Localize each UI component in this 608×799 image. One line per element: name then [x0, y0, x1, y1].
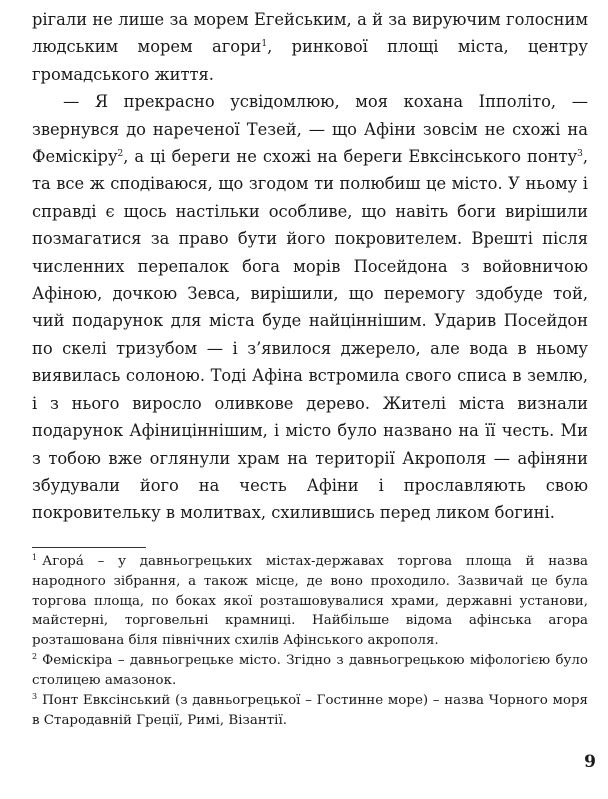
footnote-ref-2[interactable]: 2 — [117, 149, 124, 160]
footnote-1 — [32, 552, 588, 652]
page-number: 9 — [584, 752, 596, 772]
footnote-3-text: Понт Евксінський (з давньогрецької – Гостинне море) – назва Чорного моря в Стародавній Греції, Римі, Візантії. — [32, 693, 588, 728]
paragraph-1-text-a: рігали не лише за морем Егейським, а й за вируючим голосним людським морем агори — [32, 10, 588, 57]
main-text — [32, 6, 588, 527]
paragraph-2 — [32, 88, 588, 527]
footnote-marker-3: 3 — [32, 692, 38, 702]
paragraph-2-text-a: — Я прекрасно усвідомлюю, моя кохана Іпполіто, — звернувся до нареченої Тезей, — що Афіни зовсім не схожі на Феміскіру — [32, 92, 588, 167]
book-page — [32, 6, 588, 731]
footnote-marker-1: 1 — [32, 552, 38, 562]
footnote-marker-2: 2 — [32, 652, 38, 662]
footnote-ref-3[interactable]: 3 — [577, 149, 583, 160]
paragraph-2-text-c: , та все ж сподіваюся, що згодом ти полюбиш це місто. У ньому і справді є щось настільки особливе, що навіть боги вирішили позмагатися за право бути його покровителем. Врешті після численних перепалок бога морів Посейдона з войовничою Афіною, дочкою Зевса, вирішили, що перемогу здобуде той, чий подарунок для міста буде найціннішим. Ударив Посейдон по скелі тризубом — і з’явилося джерело, але вода в ньому виявилась солоною. Тоді Афіна встромила свого списа в землю, і з нього виросло оливкове дерево. Жителі міста визнали подарунок Афіниціннішим, і місто було названо на її честь. Ми з тобою вже оглянули храм на території Акрополя — афіняни збудували його на честь Афіни і прославляють свою покровительку в молитвах, схилившись перед ликом богині. — [32, 147, 588, 523]
paragraph-2-text-b: , а ці береги не схожі на береги Евксінського понту — [123, 147, 578, 167]
paragraph-1-text-b: , ринкової площі міста, центру громадського життя. — [32, 37, 588, 84]
footnote-1-text: Агора́ – у давньогрецьких містах-державах торгова площа й назва народного зібрання, а також місце, де воно проходило. Зазвичай це була торгова площа, по боках якої розташовувалися храми, державні установи, майстерні, торговельні крамниці. Найбільше відома афінська агора розташована біля північних схилів Афінського акрополя. — [32, 553, 588, 649]
footnote-2-text: Феміскіра – давньогрецьке місто. Згідно з давньогрецькою міфологією було столицею амазонок. — [32, 653, 588, 689]
paragraph-1 — [32, 6, 588, 88]
footnote-3 — [32, 691, 588, 731]
footnotes — [32, 552, 588, 731]
footnote-ref-1[interactable]: 1 — [261, 39, 268, 50]
footnote-divider — [32, 547, 146, 548]
footnote-2 — [32, 651, 588, 691]
